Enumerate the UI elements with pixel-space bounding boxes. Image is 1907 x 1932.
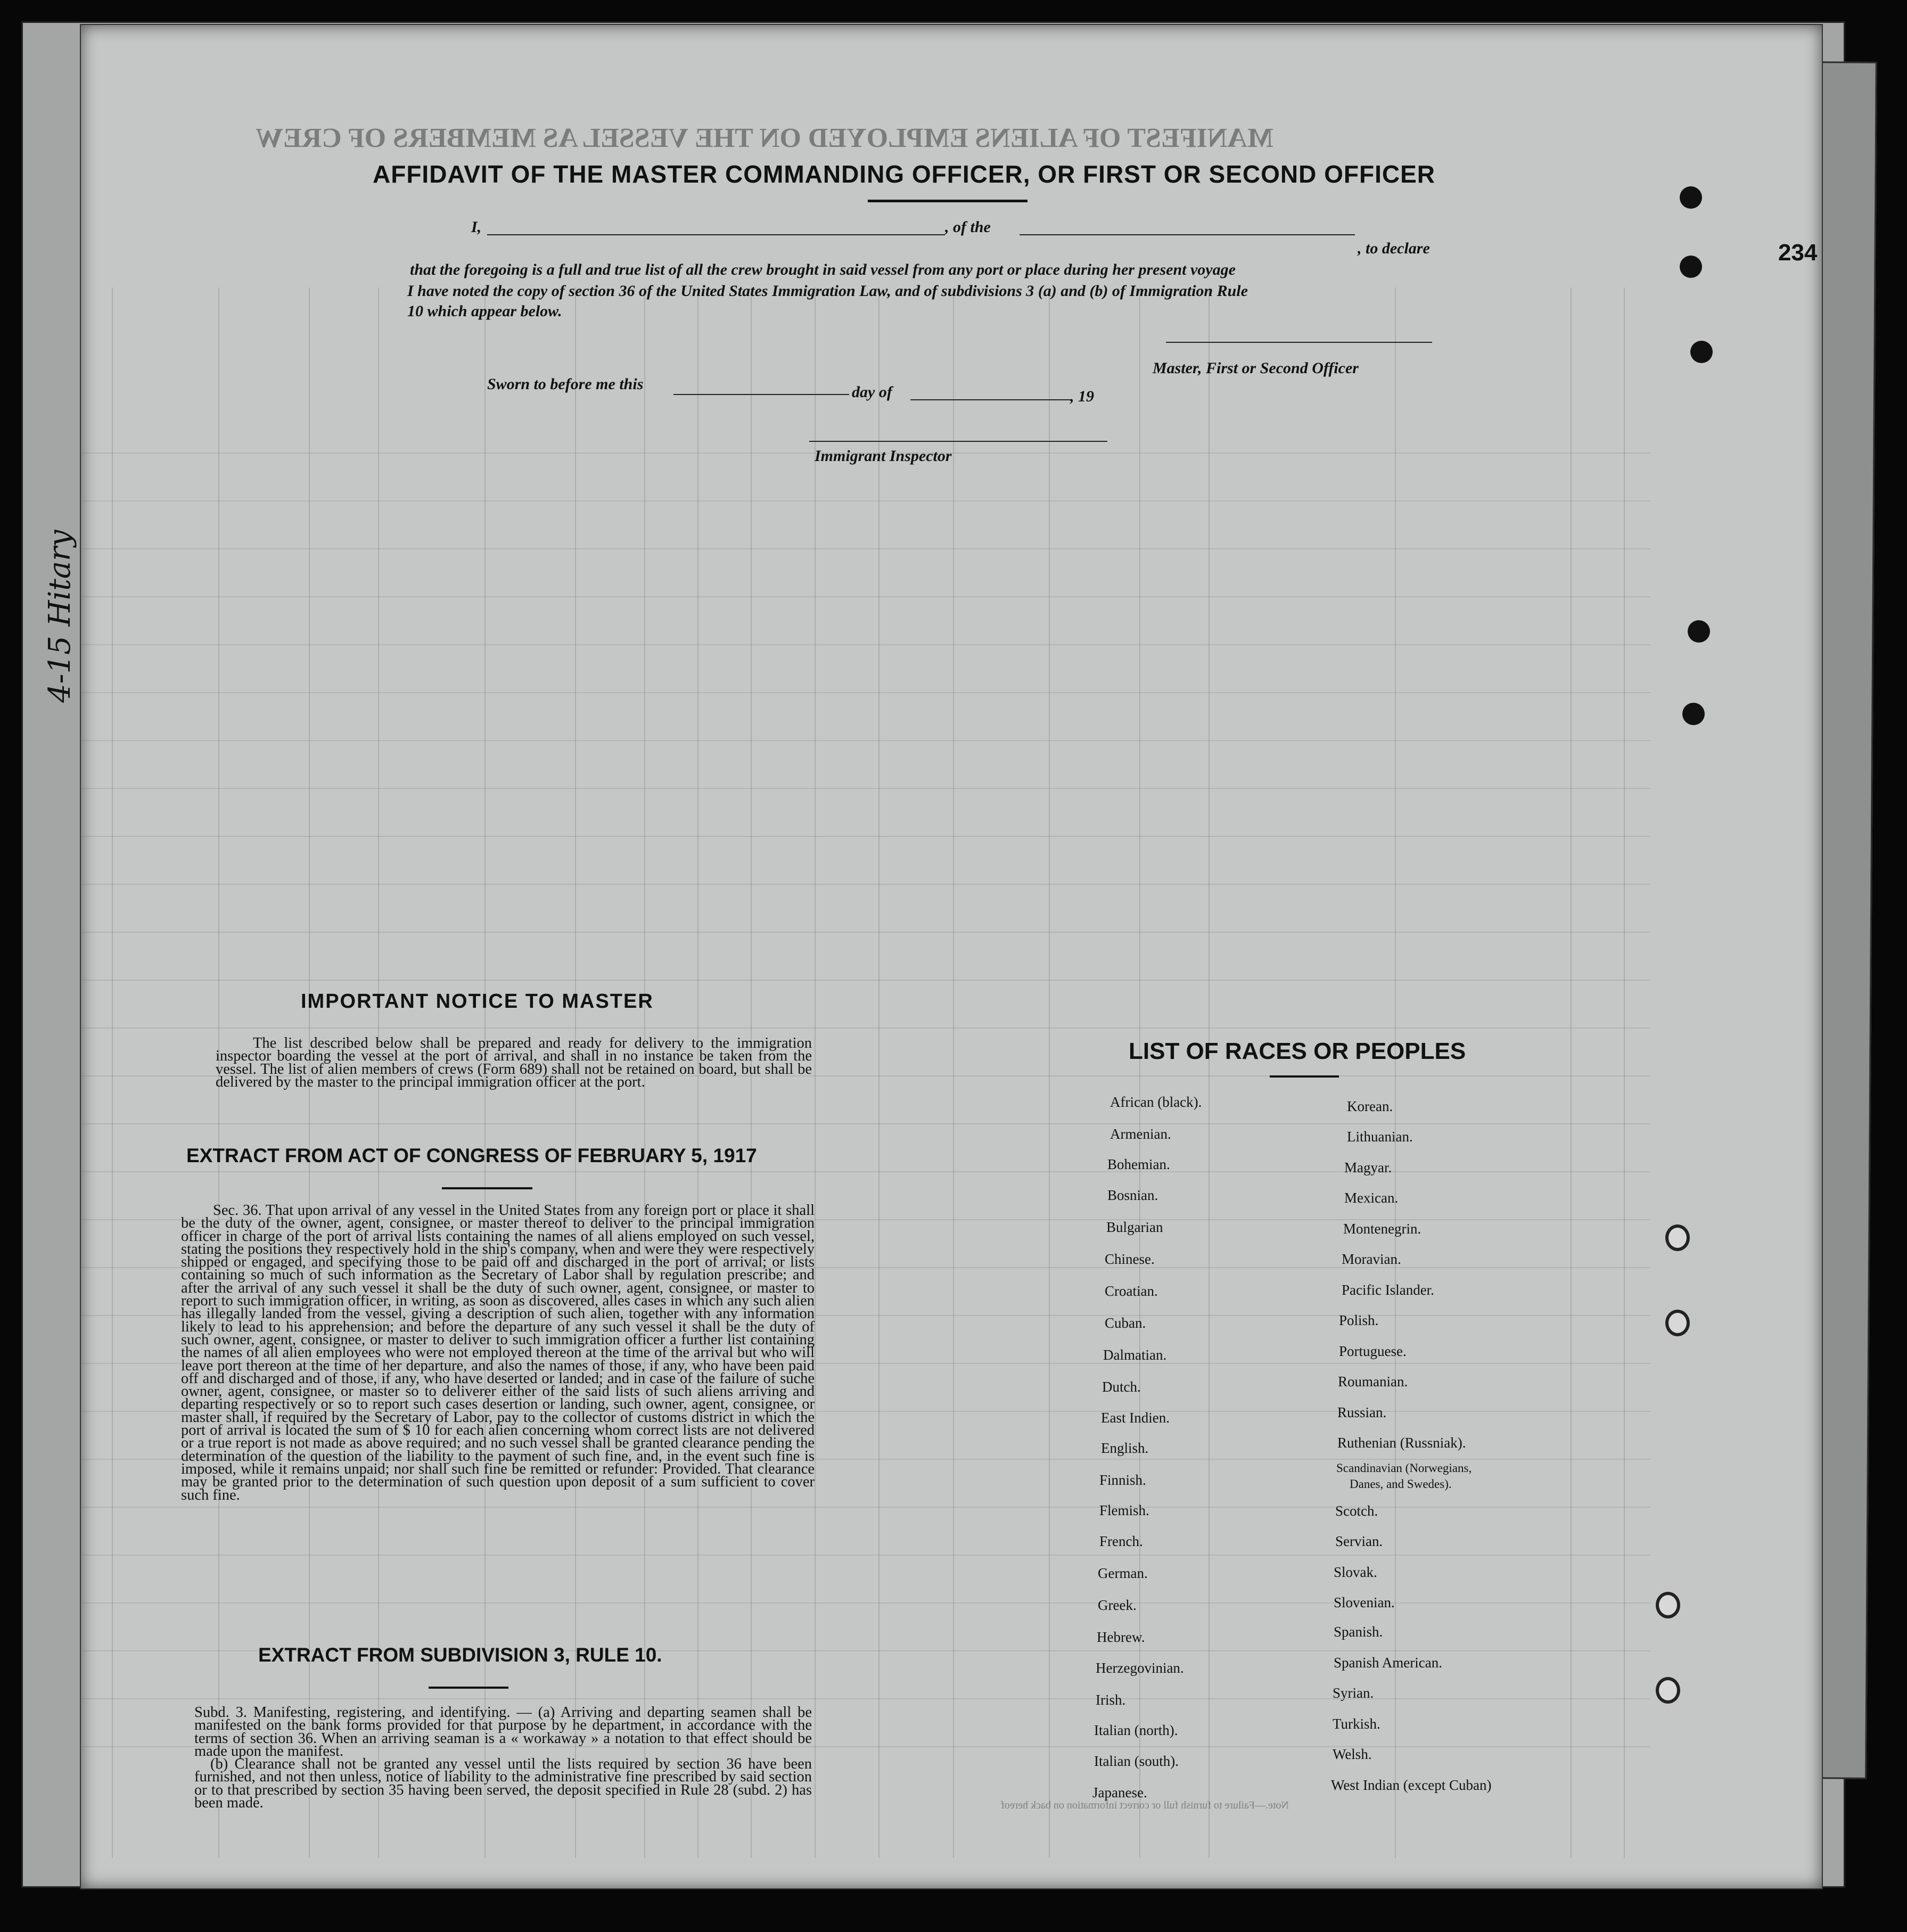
extract-act-text: Sec. 36. That upon arrival of any vessel in the United States from any foreign port or place it shall be the duty of the owner, agent, consignee, or master thereof to deliver to the principal immigration officer in charge of the port of arrival lists containing the names of all aliens employed on such vessel, stating the positions they respectively hold in the ship's company, when and were they were respectively shipped or engaged, and specifying those to be paid off and discharged in the port of arrival; or lists containing so much of such information as the Secretary of Labor shall by regulation prescribe; and after the arrival of any such vessel it shall be the duty of such owner, agent, consignee, or master to report to such immigration officer, in writing, as soon as discovered, alles cases in which any such alien has illegally landed from the vessel, giving a description of such alien, together with any information likely to lead to his apprehension; and before the departure of any such vessel it shall be the duty of such owner, agent, consignee, or master to deliver to such immigration officer a further list containing the names of all alien employees who were not employed thereon at the time of the arrival but who will leave port thereon at the time of her departure, and also the names of those, if any, who have been paid off and discharged and of those, if any, who have deserted or landed; and in case of the failure of suche owner, agent, consignee, or master so to deliverer either of the said lists of such aliens arriving and departing respectively or so to report such cases desertion or landing, such owner, agent, consignee, or master shall, if required by the Secretary of Labor, pay to the collector of customs district in which the port of arrival is located the sum of $ 10 for each alien concerning whom correct lists are not delivered or a true report is not made as above required; and no such vessel shall be granted clearance pending the determination of the question of the liability to the payment of such fine, and, in the event such fine is imposed, while it remains unpaid; nor shall such fine be remitted or refunder: Provided. That clearance may be granted prior to the determination of such question upon deposit of a sum sufficient to cover such fine. xyxy=(181,1202,815,1503)
race-right-item: Russian. xyxy=(1337,1404,1387,1420)
race-right-item: Pacific Islander. xyxy=(1342,1282,1434,1298)
vessel-blank xyxy=(1020,234,1355,235)
margin-handwritten-note: 4-15 Hitary xyxy=(43,530,77,703)
race-right-item: Korean. xyxy=(1347,1098,1393,1114)
punch-hole-ring xyxy=(1656,1592,1680,1618)
signature-blank xyxy=(1166,342,1432,343)
race-left-item: Chinese. xyxy=(1105,1251,1155,1267)
race-right-item: Syrian. xyxy=(1333,1685,1374,1701)
race-left-item: Greek. xyxy=(1098,1597,1137,1613)
race-right-item: Servian. xyxy=(1335,1533,1383,1549)
race-left-item: German. xyxy=(1098,1565,1148,1581)
notice-body xyxy=(216,1037,812,1089)
extract-act-body xyxy=(181,1204,815,1502)
race-right-item: Danes, and Swedes). xyxy=(1350,1477,1452,1491)
race-left-item: Cuban. xyxy=(1105,1315,1146,1331)
race-right-item: Slovak. xyxy=(1334,1564,1377,1580)
affidavit-line-1-of: , of the xyxy=(945,218,991,236)
sworn-year: , 19 xyxy=(1070,388,1094,405)
affidavit-title: AFFIDAVIT OF THE MASTER COMMANDING OFFICER, OR FIRST OR SECOND OFFICER xyxy=(373,160,1435,188)
race-left-item: Armenian. xyxy=(1110,1126,1171,1142)
bleed-through-heading: MANIFEST OF ALIENS EMPLOYED ON THE VESSEL AS MEMBERS OF CREW xyxy=(256,123,1273,153)
affidavit-line-1-start: I, xyxy=(471,218,482,236)
immigrant-inspector-label: Immigrant Inspector xyxy=(815,447,952,465)
name-blank xyxy=(487,234,945,235)
bleed-through-footnote: Note.—Failure to furnish full or correct information on back hereof xyxy=(1001,1799,1289,1811)
sworn-prefix: Sworn to before me this xyxy=(487,375,644,393)
punch-hole xyxy=(1680,256,1702,278)
notice-heading: IMPORTANT NOTICE TO MASTER xyxy=(301,990,654,1013)
race-right-item: Roumanian. xyxy=(1338,1374,1408,1390)
sworn-month-blank xyxy=(910,399,1070,400)
race-right-item: West Indian (except Cuban) xyxy=(1331,1777,1492,1793)
race-left-item: African (black). xyxy=(1110,1094,1202,1110)
race-right-item: Lithuanian. xyxy=(1347,1129,1413,1145)
punch-hole-ring xyxy=(1656,1677,1680,1704)
page-number-stamp: 234 xyxy=(1778,240,1818,266)
punch-hole xyxy=(1690,341,1713,363)
race-left-item: Dalmatian. xyxy=(1103,1347,1167,1363)
inspector-signature-blank xyxy=(809,441,1107,442)
races-rule xyxy=(1270,1075,1339,1078)
race-right-item: Ruthenian (Russniak). xyxy=(1337,1435,1466,1451)
affidavit-line-3: I have noted the copy of section 36 of the United States Immigration Law, and of subdivisions 3 (a) and (b) of Immigration Rule xyxy=(407,282,1248,300)
race-right-item: Magyar. xyxy=(1344,1160,1392,1175)
race-left-item: Bosnian. xyxy=(1107,1187,1158,1203)
race-left-item: Dutch. xyxy=(1102,1379,1141,1395)
title-rule xyxy=(868,200,1028,202)
extract-rule-text-a: Subd. 3. Manifesting, registering, and identifying. — (a) Arriving and departing seamen shall be manifested on the bank forms provided for that purpose by he department, in accordance with the terms of section 36. When an arriving seaman is a « workaway » a notation to that effect should be made upon the manifest. xyxy=(194,1704,812,1760)
race-right-item: Montenegrin. xyxy=(1343,1221,1421,1237)
race-right-item: Slovenian. xyxy=(1334,1594,1395,1610)
punch-hole xyxy=(1682,703,1705,725)
race-left-item: Bulgarian xyxy=(1106,1219,1163,1235)
extract-act-heading: EXTRACT FROM ACT OF CONGRESS OF FEBRUARY 5, 1917 xyxy=(186,1145,757,1166)
race-left-item: Japanese. xyxy=(1092,1785,1147,1801)
race-right-item: Spanish. xyxy=(1334,1624,1383,1640)
race-left-item: Herzegovinian. xyxy=(1096,1660,1184,1676)
race-right-item: Scotch. xyxy=(1335,1503,1378,1519)
extract-rule-heading: EXTRACT FROM SUBDIVISION 3, RULE 10. xyxy=(258,1644,662,1666)
race-left-item: East Indien. xyxy=(1101,1410,1170,1426)
signatory-label: Master, First or Second Officer xyxy=(1153,359,1359,377)
races-heading: LIST OF RACES OR PEOPLES xyxy=(1129,1038,1466,1064)
race-right-item: Polish. xyxy=(1339,1312,1379,1328)
affidavit-line-1-end: , to declare xyxy=(1358,240,1430,257)
race-left-item: English. xyxy=(1101,1440,1149,1456)
extract-rule-text-b: (b) Clearance shall not be granted any vessel until the lists required by section 36 have been furnished, and not then unless, notice of liability to the administrative fine prescribed by said section or to that prescribed by section 35 having been served, the deposit specified in Rule 28 (subd. 2) has been made. xyxy=(194,1756,812,1812)
race-right-item: Portuguese. xyxy=(1339,1343,1407,1359)
extract-rule-rule xyxy=(429,1687,508,1689)
punch-hole-ring xyxy=(1665,1224,1690,1251)
race-right-item: Spanish American. xyxy=(1334,1655,1442,1671)
race-right-item: Scandinavian (Norwegians, xyxy=(1336,1461,1472,1475)
race-left-item: Bohemian. xyxy=(1107,1156,1170,1172)
race-left-item: Italian (north). xyxy=(1094,1722,1178,1738)
race-left-item: Italian (south). xyxy=(1094,1753,1179,1769)
extract-rule-body xyxy=(194,1706,812,1810)
extract-act-rule xyxy=(442,1187,532,1189)
race-right-item: Welsh. xyxy=(1333,1746,1372,1762)
punch-hole xyxy=(1688,620,1710,643)
race-right-item: Turkish. xyxy=(1333,1716,1380,1732)
sworn-day-of: day of xyxy=(852,383,892,401)
sworn-day-blank xyxy=(673,394,849,395)
race-left-item: Irish. xyxy=(1096,1692,1126,1708)
race-left-item: Hebrew. xyxy=(1097,1629,1145,1645)
affidavit-line-2: that the foregoing is a full and true list of all the crew brought in said vessel from any port or place during her present voyage xyxy=(410,261,1236,278)
race-left-item: French. xyxy=(1099,1533,1143,1549)
race-right-item: Moravian. xyxy=(1342,1251,1401,1267)
race-right-item: Mexican. xyxy=(1344,1190,1399,1206)
race-left-item: Croatian. xyxy=(1105,1283,1158,1299)
race-left-item: Finnish. xyxy=(1099,1472,1146,1488)
race-left-item: Flemish. xyxy=(1099,1502,1149,1518)
affidavit-line-4: 10 which appear below. xyxy=(407,302,562,320)
punch-hole-ring xyxy=(1665,1310,1690,1336)
notice-text: The list described below shall be prepared and ready for delivery to the immigration inspector boarding the vessel at the port of arrival, and shall in no instance be taken from the vessel. The list of alien members of crews (Form 689) shall not be retained on board, but shall be delivered by the master to the principal immigration officer at the port. xyxy=(216,1035,812,1090)
punch-hole xyxy=(1680,186,1702,209)
